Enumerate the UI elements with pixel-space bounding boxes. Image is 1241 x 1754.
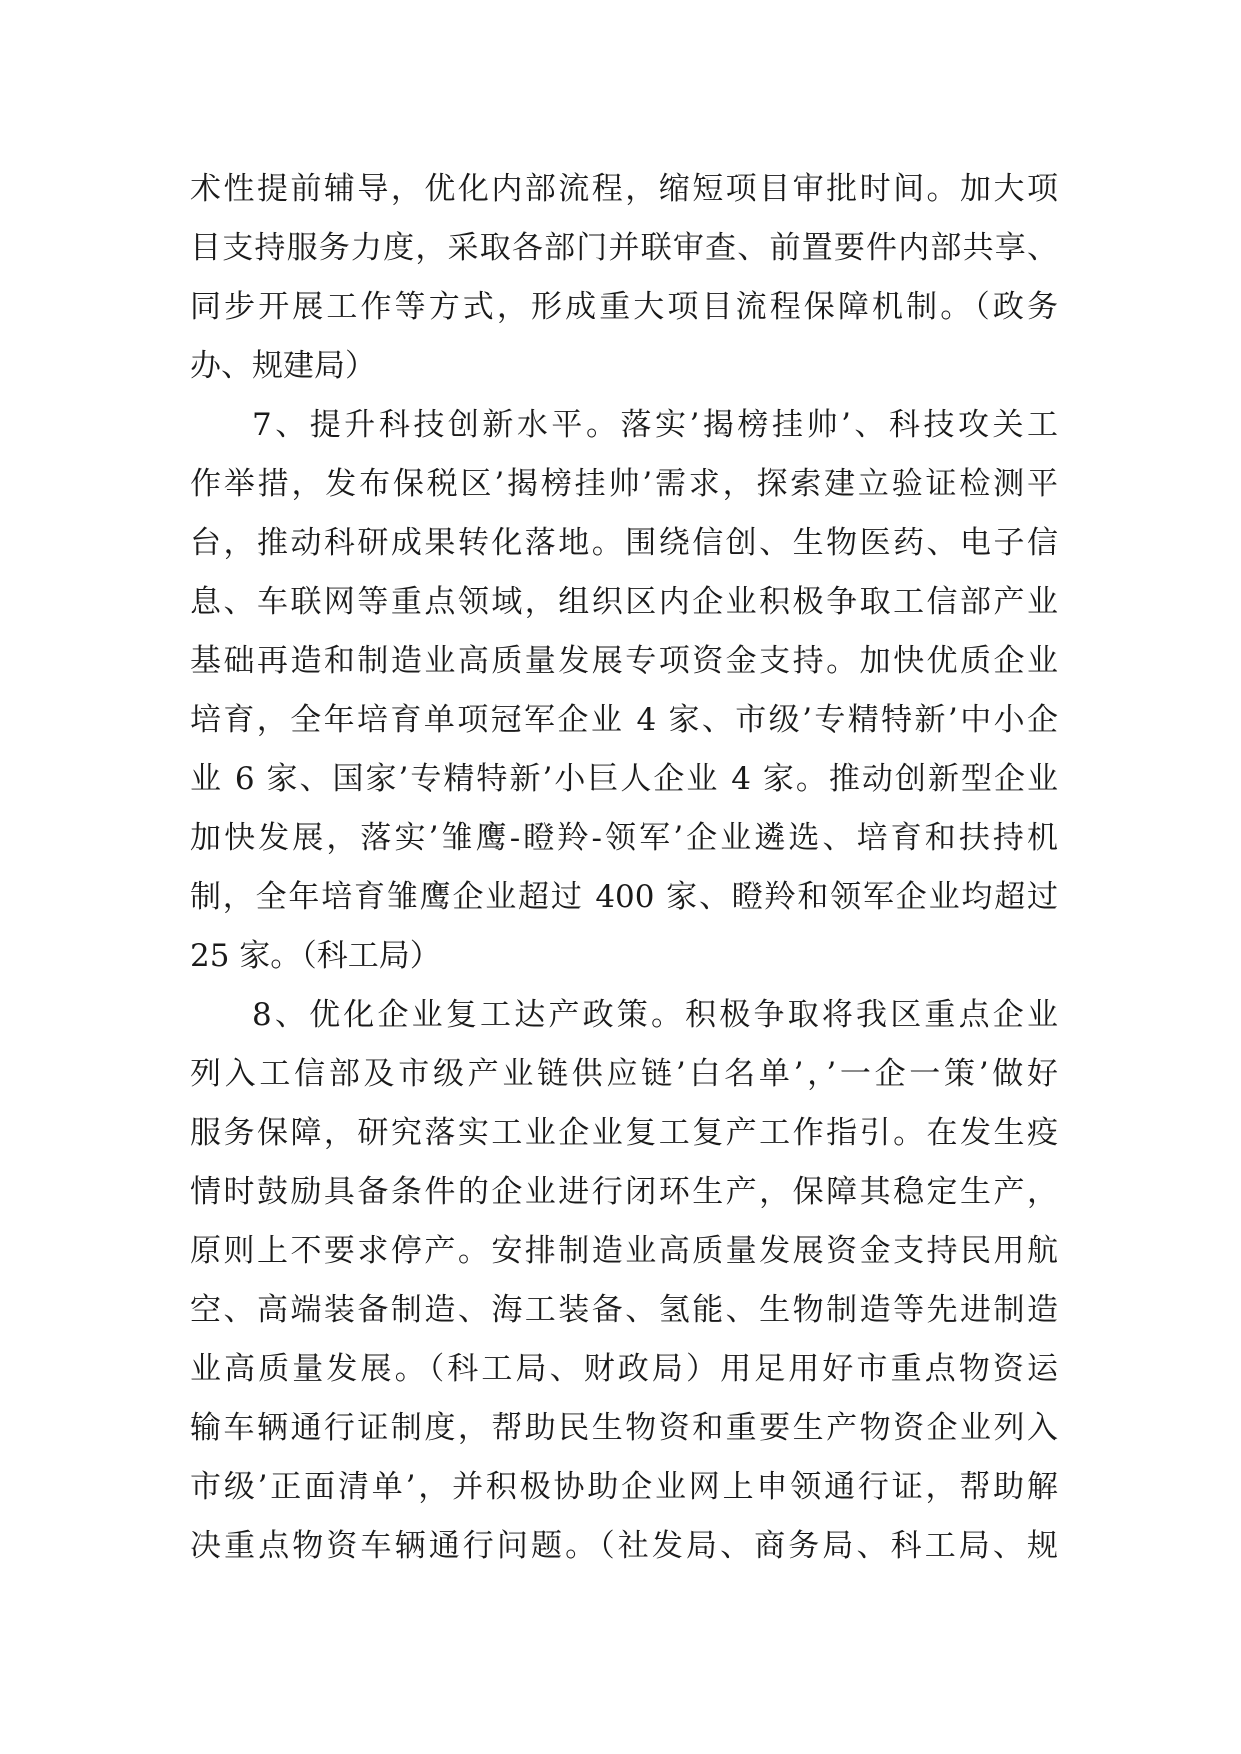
text-line: 原则上不要求停产。安排制造业高质量发展资金支持民用航 bbox=[190, 1233, 1058, 1269]
text-line: 台，推动科研成果转化落地。围绕信创、生物医药、电子信 bbox=[190, 525, 1058, 561]
text-line: 基础再造和制造业高质量发展专项资金支持。加快优质企业 bbox=[190, 643, 1058, 679]
text-line: 空、高端装备制造、海工装备、氢能、生物制造等先进制造 bbox=[190, 1292, 1058, 1328]
text-line: 加快发展，落实’雏鹰-瞪羚-领军’企业遴选、培育和扶持机 bbox=[190, 820, 1058, 856]
section-heading-line: 7、提升科技创新水平。落实’揭榜挂帅’、科技攻关工 bbox=[252, 407, 1058, 443]
section-heading-line: 8、优化企业复工达产政策。积极争取将我区重点企业 bbox=[252, 997, 1058, 1033]
text-line: 同步开展工作等方式，形成重大项目流程保障机制。（政务 bbox=[190, 289, 1058, 325]
text-line: 业 6 家、国家’专精特新’小巨人企业 4 家。推动创新型企业 bbox=[190, 761, 1058, 797]
text-line: 情时鼓励具备条件的企业进行闭环生产，保障其稳定生产， bbox=[190, 1174, 1058, 1210]
text-line: 25 家。（科工局） bbox=[190, 938, 441, 974]
text-line: 目支持服务力度，采取各部门并联审查、前置要件内部共享、 bbox=[190, 230, 1058, 266]
text-line: 制，全年培育雏鹰企业超过 400 家、瞪羚和领军企业均超过 bbox=[190, 879, 1058, 915]
text-line: 列入工信部及市级产业链供应链’白名单’，’一企一策’做好 bbox=[190, 1056, 1058, 1092]
text-line: 作举措，发布保税区’揭榜挂帅’需求，探索建立验证检测平 bbox=[190, 466, 1058, 502]
text-line: 息、车联网等重点领域，组织区内企业积极争取工信部产业 bbox=[190, 584, 1058, 620]
text-line: 业高质量发展。（科工局、财政局）用足用好市重点物资运 bbox=[190, 1351, 1058, 1387]
text-line: 术性提前辅导，优化内部流程，缩短项目审批时间。加大项 bbox=[190, 171, 1058, 207]
text-line: 输车辆通行证制度，帮助民生物资和重要生产物资企业列入 bbox=[190, 1410, 1058, 1446]
text-line: 培育，全年培育单项冠军企业 4 家、市级’专精特新’中小企 bbox=[190, 702, 1058, 738]
text-line: 市级’正面清单’，并积极协助企业网上申领通行证，帮助解 bbox=[190, 1469, 1058, 1505]
text-line: 服务保障，研究落实工业企业复工复产工作指引。在发生疫 bbox=[190, 1115, 1058, 1151]
body-text bbox=[190, 160, 1058, 1576]
text-line: 决重点物资车辆通行问题。（社发局、商务局、科工局、规 bbox=[190, 1528, 1058, 1564]
text-line: 办、规建局） bbox=[190, 348, 376, 384]
